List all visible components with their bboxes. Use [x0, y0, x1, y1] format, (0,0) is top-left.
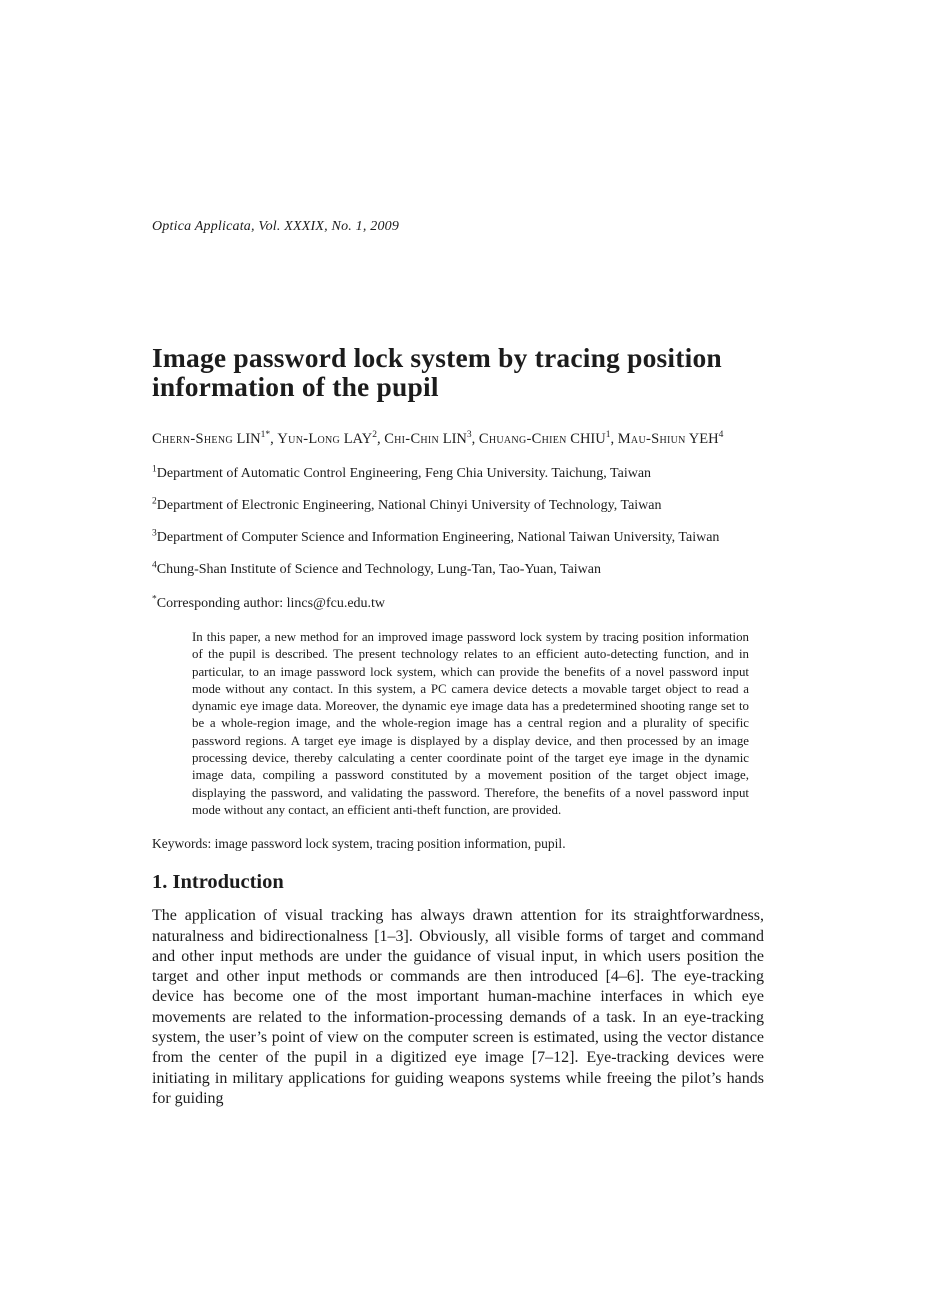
author	[384, 431, 479, 447]
paper-title	[152, 343, 764, 401]
affiliation	[152, 465, 764, 482]
affiliation-number: 1	[152, 464, 157, 475]
affiliation-text: Department of Automatic Control Engineering, Feng Chia University. Taichung, Taiwan	[156, 466, 652, 481]
author-given-name: Mau-Shiun	[617, 431, 686, 447]
introduction-paragraph: The application of visual tracking has always drawn attention for its straightforwardness, naturalness and bidirectionalness [1–3]. Obviously, all visible forms of target and command and other input methods are under the guidance of visual input, in which users position the target and other input methods or commands are then introduced [4–6]. The eye-tracking device has become one of the most important human-machine interfaces in which eye movements are related to the information-processing demands of a task. In an eye-tracking system, the user’s point of view on the computer screen is estimated, using the vector distance from the center of the pupil in a digitized eye image [7–12]. Eye-tracking devices were initiating in military applications for guiding weapons systems while freeing the pilot’s hands for guiding	[152, 907, 764, 1107]
author-affiliation-superscript: 1	[605, 430, 611, 441]
affiliation-text: Chung-Shan Institute of Science and Technology, Lung-Tan, Tao-Yuan, Taiwan	[156, 562, 601, 577]
affiliation-number: 2	[152, 496, 157, 507]
author-affiliation-superscript: 4	[718, 430, 724, 441]
affiliation	[152, 561, 764, 578]
affiliation	[152, 497, 764, 514]
author-separator: ,	[270, 431, 278, 447]
author-separator: ,	[610, 431, 618, 447]
author-family-name: LIN	[442, 431, 467, 447]
author-given-name: Chi-Chin	[384, 431, 440, 447]
paper-title-line-1: Image password lock system by tracing position	[152, 342, 722, 373]
author-given-name: Chern-Sheng	[152, 431, 233, 447]
affiliation	[152, 529, 764, 546]
author-separator: ,	[471, 431, 479, 447]
section-heading-introduction: 1. Introduction	[152, 871, 284, 894]
page-content	[152, 0, 764, 1109]
affiliation-number: 3	[152, 528, 157, 539]
author-family-name: YEH	[688, 431, 719, 447]
author-list	[152, 431, 764, 448]
author-given-name: Chuang-Chien	[478, 431, 567, 447]
keywords-line: Keywords: image password lock system, tracing position information, pupil.	[152, 836, 566, 852]
corresponding-author-text: Corresponding author: lincs@fcu.edu.tw	[156, 596, 386, 611]
author-family-name: CHIU	[570, 431, 606, 447]
affiliation-text: Department of Computer Science and Information Engineering, National Taiwan University, Taiwan	[156, 530, 720, 545]
corresponding-author-note	[152, 595, 764, 612]
abstract-paragraph: In this paper, a new method for an improved image password lock system by tracing position information of the pupil is described. The present technology relates to an efficient auto-detecting function, and in particular, to an image password lock system, which can provide the benefits of a novel password input mode without any contact. In this system, a PC camera device detects a movable target object to read a dynamic eye image data. Moreover, the dynamic eye image data has a predetermined shooting range set to be a whole-region image, and the whole-region image has a central region and a plurality of specific password regions. A target eye image is displayed by a display device, and then processed by an image processing device, thereby calculating a center coordinate point of the target eye image in the dynamic image data, compiling a password constituted by a movement position of the target object image, displaying the password, and validating the password. Therefore, the benefits of a novel password input mode without any contact, an efficient anti-theft function, are provided.	[192, 630, 749, 817]
author-separator: ,	[376, 431, 385, 447]
author	[152, 431, 277, 447]
author	[479, 431, 618, 447]
author-affiliation-superscript: 2	[372, 430, 377, 441]
affiliation-number: 4	[152, 560, 157, 571]
author	[277, 431, 384, 447]
affiliation-text: Department of Electronic Engineering, National Chinyi University of Technology, Taiwan	[156, 498, 662, 513]
author-family-name: LIN	[236, 431, 261, 447]
corresponding-author-asterisk: *	[152, 594, 157, 605]
author	[618, 431, 724, 447]
paper-title-line-2: information of the pupil	[152, 371, 439, 402]
author-family-name: LAY	[343, 431, 373, 447]
affiliation-list	[152, 465, 764, 578]
author-affiliation-superscript: 3	[466, 430, 472, 441]
author-given-name: Yun-Long	[277, 431, 341, 447]
author-affiliation-superscript: 1*	[260, 430, 271, 441]
journal-header: Optica Applicata, Vol. XXXIX, No. 1, 2009	[152, 219, 400, 234]
